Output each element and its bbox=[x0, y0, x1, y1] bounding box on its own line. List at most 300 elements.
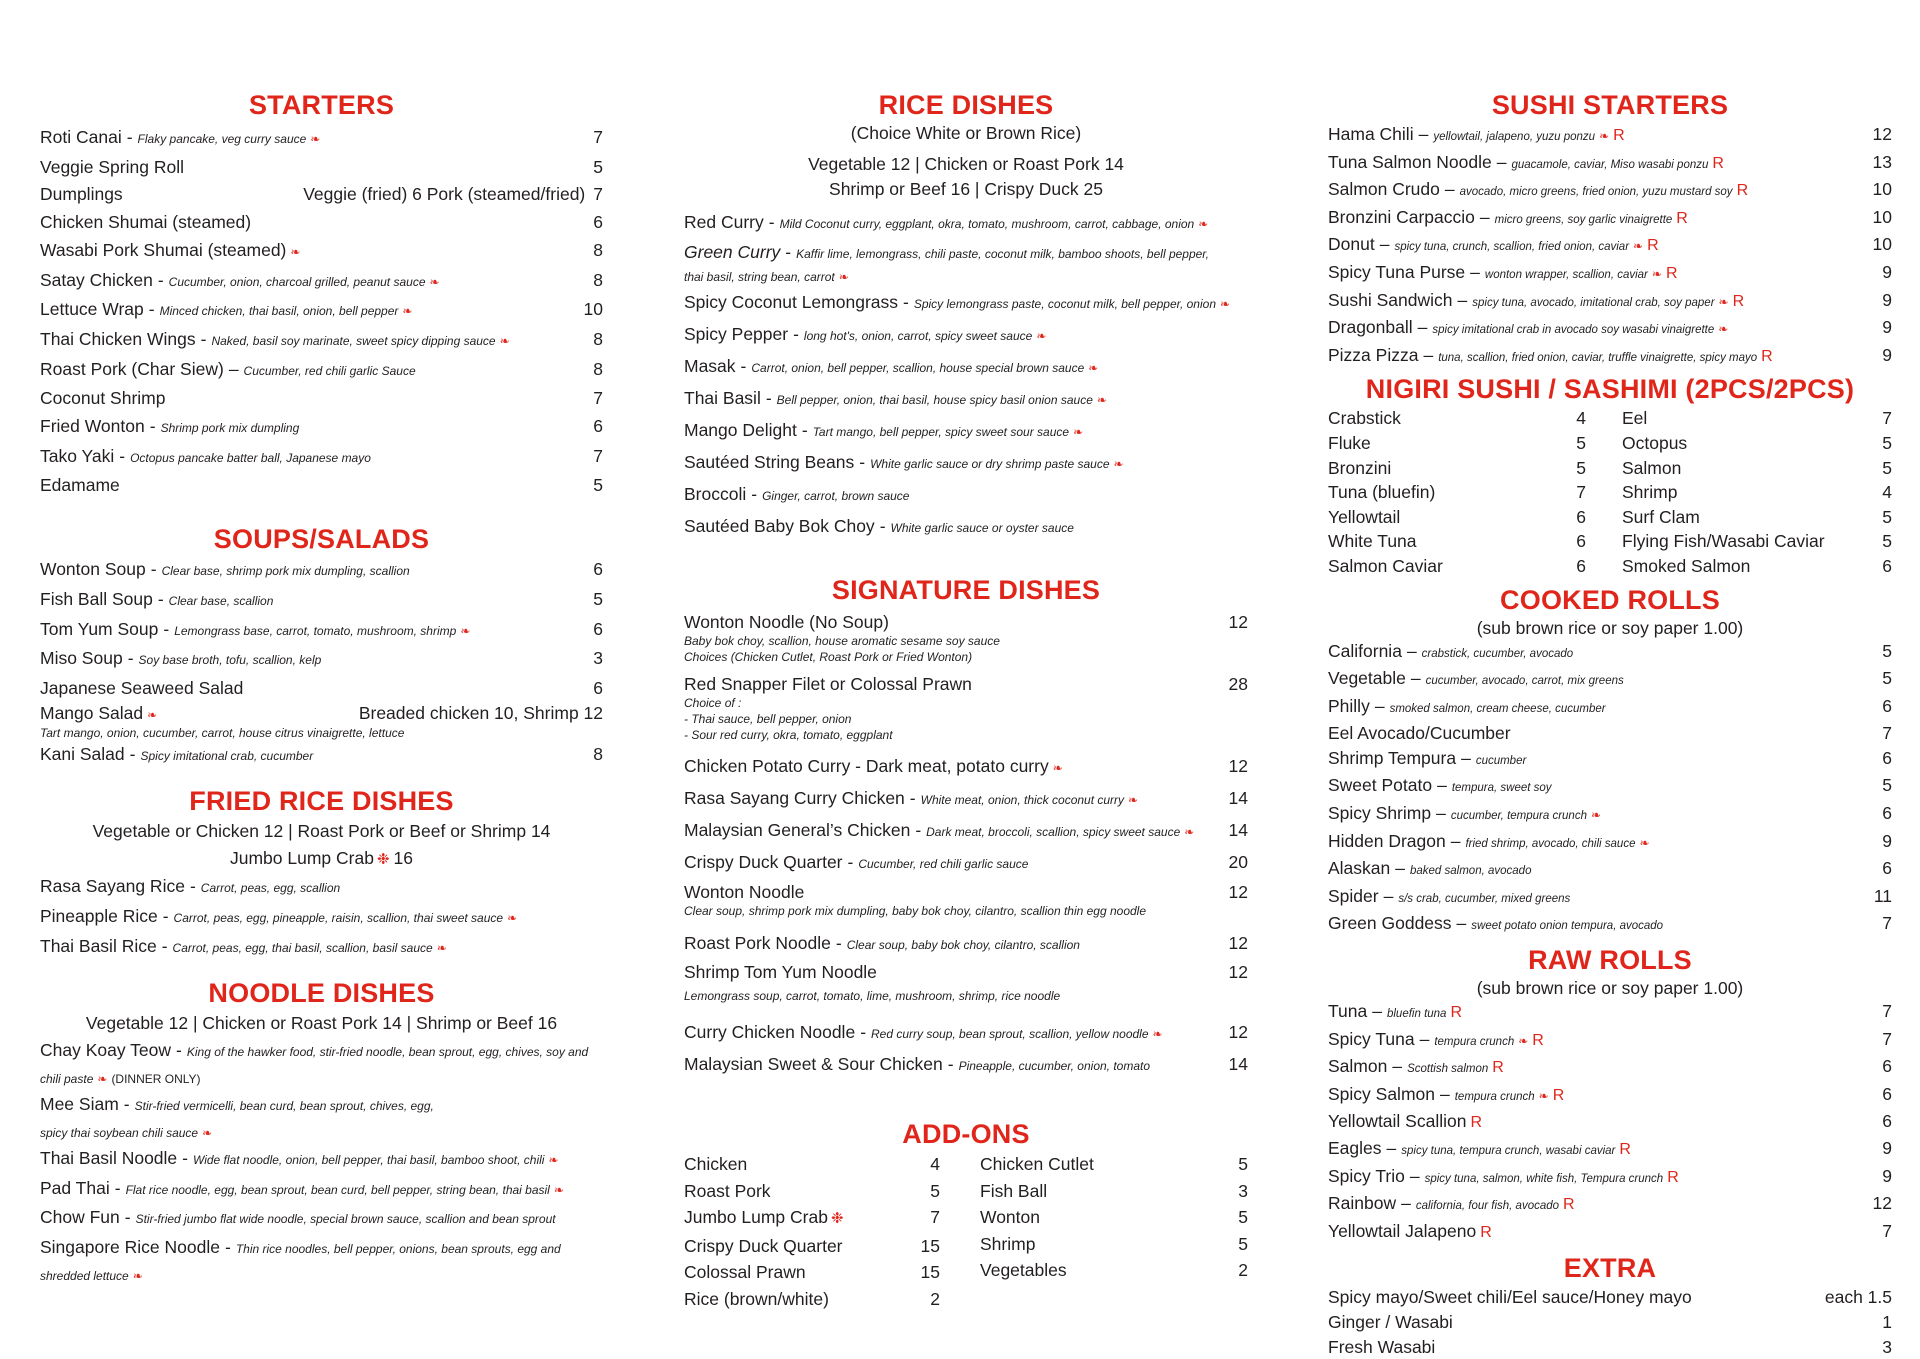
item-price: 12 bbox=[1228, 756, 1248, 776]
menu-item bbox=[684, 927, 1248, 961]
menu-item bbox=[1328, 999, 1892, 1027]
item-price: 7 bbox=[593, 184, 603, 205]
item-description: Choice of : bbox=[684, 696, 742, 710]
menu-item bbox=[40, 356, 603, 386]
menu-item bbox=[684, 783, 1248, 815]
section-title-starters: STARTERS bbox=[248, 90, 395, 120]
item-price: 6 bbox=[1882, 1056, 1892, 1077]
item-description: Stir-fried vermicelli, bean curd, bean sprout, chives, egg, bbox=[134, 1099, 434, 1114]
menu-item-line2 bbox=[684, 267, 1248, 287]
item-price: 7 bbox=[1882, 1220, 1892, 1241]
chili-icon: ❧ bbox=[1184, 825, 1195, 839]
nigiri-left bbox=[1328, 406, 1622, 578]
item-name: Chicken Potato Curry - Dark meat, potato curry bbox=[684, 756, 1049, 776]
item-description: Kaffir lime, lemongrass, chili paste, coconut milk, bamboo shoots, bell pepper, bbox=[796, 247, 1209, 261]
item-price: 9 bbox=[1882, 317, 1892, 338]
item-price: 6 bbox=[593, 212, 603, 233]
item-price: 6 bbox=[593, 416, 603, 437]
menu-item bbox=[40, 1091, 603, 1145]
menu-item bbox=[1622, 456, 1892, 481]
item-price: 9 bbox=[1882, 1138, 1892, 1158]
item-description: spicy thai soybean chili sauce bbox=[40, 1125, 199, 1140]
raw-icon: R bbox=[1736, 182, 1749, 200]
item-description: california, four fish, avocado bbox=[1415, 1200, 1560, 1213]
item-description: Shrimp pork mix dumpling bbox=[160, 421, 300, 436]
menu-item bbox=[40, 181, 603, 209]
item-name: Chicken bbox=[684, 1154, 748, 1174]
menu-item bbox=[684, 415, 1248, 447]
item-price: 7 bbox=[1882, 723, 1892, 744]
item-name: Japanese Seaweed Salad bbox=[40, 677, 244, 698]
item-separator: - bbox=[793, 324, 799, 344]
menu-item bbox=[684, 447, 1248, 479]
item-name: Miso Soup bbox=[40, 648, 123, 669]
menu-item-line2 bbox=[40, 1121, 603, 1145]
chili-icon: ❧ bbox=[1633, 239, 1644, 254]
menu-item bbox=[40, 124, 603, 154]
item-price: 14 bbox=[1228, 820, 1248, 840]
section-title-cooked: COOKED ROLLS bbox=[1500, 584, 1720, 615]
item-price: 2 bbox=[1238, 1260, 1248, 1280]
chili-icon: ❧ bbox=[1538, 1088, 1549, 1103]
chili-icon: ❧ bbox=[1096, 393, 1107, 407]
noodle-list bbox=[40, 1037, 603, 1287]
menu-item bbox=[684, 479, 1248, 511]
item-description: spicy tuna, tempura crunch, wasabi caviar bbox=[1401, 1145, 1616, 1157]
item-name: Shrimp Tom Yum Noodle bbox=[684, 962, 877, 982]
item-price: 9 bbox=[1882, 344, 1892, 365]
menu-item bbox=[980, 1204, 1248, 1231]
item-name: Hidden Dragon bbox=[1328, 830, 1446, 851]
item-price: 15 bbox=[920, 1235, 940, 1256]
item-name: Roast Pork bbox=[684, 1180, 771, 1201]
item-description: - Sour red curry, okra, tomato, eggplant bbox=[684, 728, 893, 742]
item-separator: - bbox=[189, 876, 196, 897]
item-name: Rainbow bbox=[1328, 1193, 1397, 1214]
item-separator: - bbox=[161, 935, 168, 956]
item-name: Green Goddess bbox=[1328, 913, 1452, 934]
item-description: Octopus pancake batter ball, Japanese mayo bbox=[130, 450, 371, 465]
chili-icon: ❧ bbox=[838, 270, 849, 284]
menu-item-line bbox=[684, 673, 1248, 695]
menu-item bbox=[684, 1233, 940, 1260]
menu-item bbox=[1328, 150, 1892, 178]
item-name: Salmon Caviar bbox=[1328, 555, 1443, 576]
item-name: Spicy Tuna bbox=[1328, 1028, 1415, 1049]
crab-icon: ❉ bbox=[830, 1210, 844, 1227]
item-name: Wasabi Pork Shumai (steamed) bbox=[40, 239, 287, 260]
item-price: 11 bbox=[1873, 885, 1892, 906]
item-name: Fried Wonton bbox=[40, 416, 145, 437]
item-separator: - bbox=[200, 328, 207, 349]
chili-icon: ❧ bbox=[1718, 322, 1729, 337]
section-title-fried-rice: FRIED RICE DISHES bbox=[189, 786, 454, 817]
item-separator: – bbox=[1418, 124, 1429, 144]
item-description: Dark meat, broccoli, scallion, spicy sweet sauce bbox=[926, 825, 1181, 839]
item-separator: - bbox=[860, 1022, 867, 1042]
item-name: Yellowtail Jalapeno bbox=[1328, 1220, 1477, 1241]
menu-item bbox=[684, 1259, 940, 1286]
chili-icon: ❧ bbox=[436, 940, 447, 955]
item-name: Green Curry bbox=[684, 242, 781, 262]
item-name: Tuna Salmon Noodle bbox=[1328, 151, 1492, 172]
item-name: Philly bbox=[1328, 695, 1370, 716]
menu-item bbox=[1328, 829, 1892, 857]
item-price: 5 bbox=[1882, 506, 1892, 527]
item-description: baked salmon, avocado bbox=[1410, 865, 1532, 878]
item-description: wonton wrapper, scallion, caviar bbox=[1484, 268, 1648, 281]
item-name: Flying Fish/Wasabi Caviar bbox=[1622, 531, 1825, 552]
item-price: 1 bbox=[1882, 1311, 1892, 1332]
item-separator: - bbox=[947, 1054, 954, 1074]
item-separator: – bbox=[1437, 775, 1447, 796]
item-name: Roast Pork (Char Siew) bbox=[40, 358, 224, 379]
item-description: Stir-fried jumbo flat wide noodle, special brown sauce, scallion and bean sprout bbox=[135, 1212, 556, 1227]
item-price: 12 bbox=[1228, 882, 1248, 902]
chili-icon: ❧ bbox=[1198, 217, 1209, 231]
chili-icon: ❧ bbox=[1651, 266, 1662, 281]
item-separator: - bbox=[127, 648, 134, 669]
item-description: Cucumber, onion, charcoal grilled, peanut sauce bbox=[168, 274, 426, 289]
item-separator: - bbox=[785, 242, 792, 262]
item-name: Fresh Wasabi bbox=[1328, 1336, 1436, 1357]
menu-item bbox=[980, 1178, 1248, 1205]
menu-item bbox=[40, 472, 603, 500]
item-price: 5 bbox=[1238, 1154, 1248, 1174]
item-description: cucumber, avocado, carrot, mix greens bbox=[1425, 675, 1624, 688]
menu-item bbox=[1328, 431, 1586, 456]
item-price: 5 bbox=[1882, 640, 1892, 661]
soups-list bbox=[40, 556, 603, 770]
item-separator: – bbox=[1395, 858, 1405, 879]
item-price: 7 bbox=[1882, 408, 1892, 429]
raw-sub: (sub brown rice or soy paper 1.00) bbox=[1476, 978, 1744, 999]
menu-item bbox=[1622, 406, 1892, 431]
item-name: Chow Fun bbox=[40, 1207, 120, 1228]
item-name: Mango Salad bbox=[40, 702, 144, 723]
item-name: Colossal Prawn bbox=[684, 1262, 806, 1282]
item-description: Clear soup, baby bok choy, cilantro, scallion bbox=[846, 938, 1080, 952]
menu-item bbox=[1328, 343, 1892, 371]
item-name: Salmon Crudo bbox=[1328, 179, 1440, 200]
menu-item bbox=[40, 675, 603, 703]
item-price: 4 bbox=[1576, 408, 1586, 429]
item-description: Soy base broth, tofu, scallion, kelp bbox=[138, 653, 322, 668]
item-description: Naked, basil soy marinate, sweet spicy dipping sauce bbox=[211, 333, 496, 348]
item-separator: – bbox=[1379, 234, 1390, 255]
item-price: 5 bbox=[1882, 668, 1892, 689]
item-description: Clear base, shrimp pork mix dumpling, scallion bbox=[161, 564, 410, 579]
fried-rice-list bbox=[40, 873, 603, 962]
menu-item bbox=[40, 154, 603, 182]
menu-item bbox=[1328, 911, 1892, 939]
item-price: 28 bbox=[1228, 674, 1248, 694]
item-description: cucumber bbox=[1475, 754, 1527, 767]
item-separator: - bbox=[157, 269, 164, 290]
menu-item bbox=[40, 385, 603, 413]
item-description: Red curry soup, bean sprout, scallion, yellow noodle bbox=[871, 1027, 1149, 1041]
item-price: 5 bbox=[1576, 432, 1586, 453]
raw-icon: R bbox=[1761, 347, 1773, 365]
item-name: Donut bbox=[1328, 234, 1375, 255]
menu-item bbox=[684, 207, 1248, 239]
item-description: tempura crunch bbox=[1454, 1090, 1535, 1103]
item-price: 6 bbox=[1576, 531, 1586, 552]
item-price: 10 bbox=[1872, 206, 1892, 227]
item-description: fried shrimp, avocado, chili sauce bbox=[1465, 837, 1636, 850]
item-description: tuna, scallion, fried onion, caviar, truffle vinaigrette, spicy mayo bbox=[1438, 351, 1758, 364]
menu-item bbox=[1328, 1164, 1892, 1192]
item-price: 6 bbox=[1576, 555, 1586, 576]
item-description: cucumber, tempura crunch bbox=[1450, 810, 1587, 823]
chili-icon: ❧ bbox=[97, 1072, 108, 1087]
section-title-raw: RAW ROLLS bbox=[1528, 945, 1692, 976]
item-name: Wonton Noodle (No Soup) bbox=[684, 612, 889, 632]
item-separator: – bbox=[1440, 1083, 1450, 1104]
item-separator: - bbox=[801, 420, 808, 440]
menu-item bbox=[684, 751, 1248, 783]
item-description: shredded lettuce bbox=[40, 1268, 129, 1283]
chili-icon: ❧ bbox=[290, 244, 301, 259]
menu-item-line bbox=[40, 1234, 603, 1264]
menu-item bbox=[1328, 1285, 1892, 1310]
item-name: Coconut Shrimp bbox=[40, 388, 166, 409]
item-name: Curry Chicken Noodle bbox=[684, 1022, 856, 1042]
menu-item bbox=[40, 413, 603, 443]
item-price: 8 bbox=[593, 358, 603, 379]
menu-item bbox=[1328, 856, 1892, 884]
menu-item bbox=[684, 815, 1248, 847]
menu-item bbox=[40, 1234, 603, 1288]
menu-item bbox=[684, 511, 1248, 543]
menu-column-right bbox=[1328, 88, 1892, 1359]
nigiri-right bbox=[1622, 406, 1892, 578]
menu-item bbox=[1328, 666, 1892, 694]
item-note: (DINNER ONLY) bbox=[111, 1072, 201, 1087]
item-description: chili paste bbox=[40, 1072, 94, 1087]
mango-salad-item bbox=[40, 703, 603, 741]
item-name: Pineapple Rice bbox=[40, 906, 158, 927]
item-description: crabstick, cucumber, avocado bbox=[1421, 647, 1574, 660]
item-price: 6 bbox=[1882, 1083, 1892, 1104]
menu-item bbox=[40, 556, 603, 586]
menu-item-line bbox=[684, 961, 1248, 983]
menu-item bbox=[684, 1286, 940, 1313]
item-name: Wonton Noodle bbox=[684, 882, 805, 902]
addons-grid bbox=[684, 1151, 1248, 1312]
item-name: Tako Yaki bbox=[40, 445, 115, 466]
item-price: 12 bbox=[1228, 933, 1248, 953]
menu-item bbox=[684, 383, 1248, 415]
noodle-prices: Vegetable 12 | Chicken or Roast Pork 14 | Shrimp or Beef 16 bbox=[85, 1013, 558, 1034]
item-separator: – bbox=[1444, 179, 1455, 200]
item-description: micro greens, soy garlic vinaigrette bbox=[1494, 213, 1673, 226]
item-name: Sweet Potato bbox=[1328, 775, 1433, 796]
item-description: Tart mango, bell pepper, spicy sweet sour sauce bbox=[812, 425, 1070, 439]
item-separator: - bbox=[129, 743, 136, 764]
menu-item bbox=[684, 239, 1248, 287]
item-name: Shrimp bbox=[980, 1233, 1036, 1254]
item-name: Satay Chicken bbox=[40, 269, 153, 290]
item-price: 5 bbox=[593, 156, 603, 177]
item-name: Kani Salad bbox=[40, 743, 125, 764]
item-price: 7 bbox=[593, 445, 603, 466]
item-description: Carrot, onion, bell pepper, scallion, house special brown sauce bbox=[751, 361, 1085, 375]
item-separator: - bbox=[909, 788, 916, 808]
item-separator: - bbox=[148, 299, 155, 320]
item-separator: - bbox=[879, 516, 886, 536]
item-price: 6 bbox=[593, 677, 603, 698]
section-title-extra: EXTRA bbox=[1563, 1253, 1657, 1284]
item-name: Malaysian General’s Chicken bbox=[684, 820, 911, 840]
item-separator: - bbox=[182, 1147, 188, 1168]
menu-item bbox=[1328, 505, 1586, 530]
item-name: Ginger / Wasabi bbox=[1328, 1311, 1453, 1332]
item-separator: - bbox=[124, 1207, 131, 1228]
item-name: Shrimp Tempura bbox=[1328, 747, 1457, 768]
item-description: Clear soup, shrimp pork mix dumpling, baby bok choy, cilantro, scallion thin egg noodle bbox=[684, 904, 1147, 918]
item-name: Surf Clam bbox=[1622, 506, 1700, 527]
chili-icon: ❧ bbox=[553, 1182, 564, 1197]
menu-item bbox=[40, 267, 603, 297]
cooked-list bbox=[1328, 639, 1892, 940]
item-price: 4 bbox=[930, 1154, 940, 1174]
menu-item bbox=[1328, 1109, 1892, 1136]
signature-list bbox=[684, 611, 1248, 1081]
menu-item bbox=[684, 673, 1248, 743]
item-description: Clear base, scallion bbox=[168, 593, 274, 608]
item-price: 5 bbox=[593, 588, 603, 609]
item-name: Jumbo Lump Crab bbox=[684, 1207, 828, 1227]
item-separator: - bbox=[176, 1040, 182, 1061]
item-name: Lettuce Wrap bbox=[40, 299, 144, 320]
menu-item bbox=[1328, 529, 1586, 554]
chili-icon: ❧ bbox=[1718, 294, 1729, 309]
menu-item bbox=[1622, 529, 1892, 554]
item-description: tempura crunch bbox=[1434, 1035, 1515, 1048]
item-name: Spider bbox=[1328, 885, 1379, 906]
item-name: Yellowtail Scallion bbox=[1328, 1111, 1467, 1132]
chili-icon: ❧ bbox=[147, 707, 158, 722]
item-price: 12 bbox=[1228, 612, 1248, 632]
item-price: 12 bbox=[1228, 1022, 1248, 1042]
menu-item bbox=[40, 645, 603, 675]
item-price: 8 bbox=[593, 328, 603, 349]
item-price: 5 bbox=[1882, 432, 1892, 453]
section-title-soups: SOUPS/SALADS bbox=[213, 524, 430, 555]
item-price: 10 bbox=[1872, 234, 1892, 255]
item-name: White Tuna bbox=[1328, 531, 1417, 552]
menu-item bbox=[40, 326, 603, 356]
item-separator: – bbox=[1461, 747, 1471, 768]
item-price: 9 bbox=[1882, 830, 1892, 851]
section-title-sushi-starters: SUSHI STARTERS bbox=[1491, 90, 1729, 120]
item-name: Red Curry bbox=[684, 212, 764, 232]
menu-item bbox=[1328, 1219, 1892, 1246]
item-price: 12 bbox=[1228, 962, 1248, 982]
item-name: Thai Basil bbox=[684, 388, 761, 408]
item-name: Crispy Duck Quarter bbox=[684, 1235, 843, 1256]
rice-prices-2: Shrimp or Beef 16 | Crispy Duck 25 bbox=[829, 179, 1103, 199]
menu-item bbox=[1328, 480, 1586, 505]
item-description: avocado, micro greens, fried onion, yuzu mustard soy bbox=[1459, 186, 1733, 199]
item-description: Scottish salmon bbox=[1407, 1063, 1489, 1076]
chili-icon: ❧ bbox=[507, 911, 518, 926]
menu-item bbox=[1328, 1054, 1892, 1082]
raw-icon: R bbox=[1563, 1196, 1575, 1214]
menu-item bbox=[40, 296, 603, 326]
menu-item bbox=[1328, 205, 1892, 233]
raw-icon: R bbox=[1480, 1223, 1492, 1241]
section-title-signature: SIGNATURE DISHES bbox=[831, 575, 1101, 605]
item-name: Malaysian Sweet & Sour Chicken bbox=[684, 1054, 943, 1074]
item-separator: – bbox=[1406, 640, 1417, 661]
raw-icon: R bbox=[1665, 264, 1678, 282]
item-separator: – bbox=[1470, 261, 1480, 282]
item-name: Salmon bbox=[1622, 457, 1682, 478]
item-name: Pizza Pizza bbox=[1328, 344, 1419, 365]
item-name: Spicy Trio bbox=[1328, 1165, 1405, 1186]
menu-item bbox=[40, 1204, 603, 1234]
menu-item bbox=[1328, 177, 1892, 205]
item-separator: - bbox=[768, 212, 775, 232]
item-price: 7 bbox=[1882, 1001, 1892, 1022]
item-name: Tuna (bluefin) bbox=[1328, 482, 1436, 503]
item-name: Octopus bbox=[1622, 432, 1688, 453]
item-name: Chicken Shumai (steamed) bbox=[40, 212, 252, 233]
menu-item bbox=[684, 351, 1248, 383]
crab-price: 16 bbox=[393, 848, 413, 869]
item-description: smoked salmon, cream cheese, cucumber bbox=[1389, 702, 1606, 715]
menu-item bbox=[40, 616, 603, 646]
menu-item-line2 bbox=[40, 1264, 603, 1288]
item-separator: – bbox=[1419, 1028, 1430, 1049]
crab-label: Jumbo Lump Crab bbox=[229, 848, 374, 869]
menu-item bbox=[1328, 639, 1892, 667]
menu-item bbox=[684, 1178, 940, 1205]
rice-choice: (Choice White or Brown Rice) bbox=[850, 123, 1082, 143]
item-price: 10 bbox=[583, 299, 603, 320]
item-price: 6 bbox=[1882, 747, 1892, 768]
menu-item bbox=[684, 1017, 1248, 1049]
item-separator: – bbox=[1372, 1001, 1382, 1022]
item-name: Fish Ball Soup bbox=[40, 588, 153, 609]
item-description: Tart mango, onion, cucumber, carrot, house citrus vinaigrette, lettuce bbox=[40, 725, 405, 740]
chili-icon: ❧ bbox=[310, 132, 321, 146]
menu-item bbox=[1622, 554, 1892, 579]
menu-item bbox=[40, 703, 603, 725]
item-name: Spicy Salmon bbox=[1328, 1083, 1435, 1104]
item-name: Crispy Duck Quarter bbox=[684, 852, 843, 872]
raw-icon: R bbox=[1532, 1031, 1544, 1049]
item-description: Lemongrass base, carrot, tomato, mushroom, shrimp bbox=[174, 623, 457, 638]
item-price: 15 bbox=[920, 1262, 940, 1282]
item-separator: – bbox=[1457, 289, 1468, 310]
item-name: Sautéed String Beans bbox=[684, 452, 855, 472]
menu-item bbox=[40, 903, 603, 933]
menu-item bbox=[1328, 1310, 1892, 1335]
menu-item bbox=[40, 209, 603, 237]
menu-item bbox=[40, 933, 603, 963]
rice-prices-1: Vegetable 12 | Chicken or Roast Pork 14 bbox=[808, 154, 1124, 174]
starters-list bbox=[40, 124, 603, 500]
menu-item-line bbox=[40, 1091, 603, 1121]
item-price: 7 bbox=[1576, 482, 1586, 503]
menu-item bbox=[1622, 505, 1892, 530]
item-name: Roast Pork Noodle bbox=[684, 933, 831, 953]
chili-icon: ❧ bbox=[202, 1125, 213, 1140]
item-name: Tuna bbox=[1328, 1001, 1368, 1022]
